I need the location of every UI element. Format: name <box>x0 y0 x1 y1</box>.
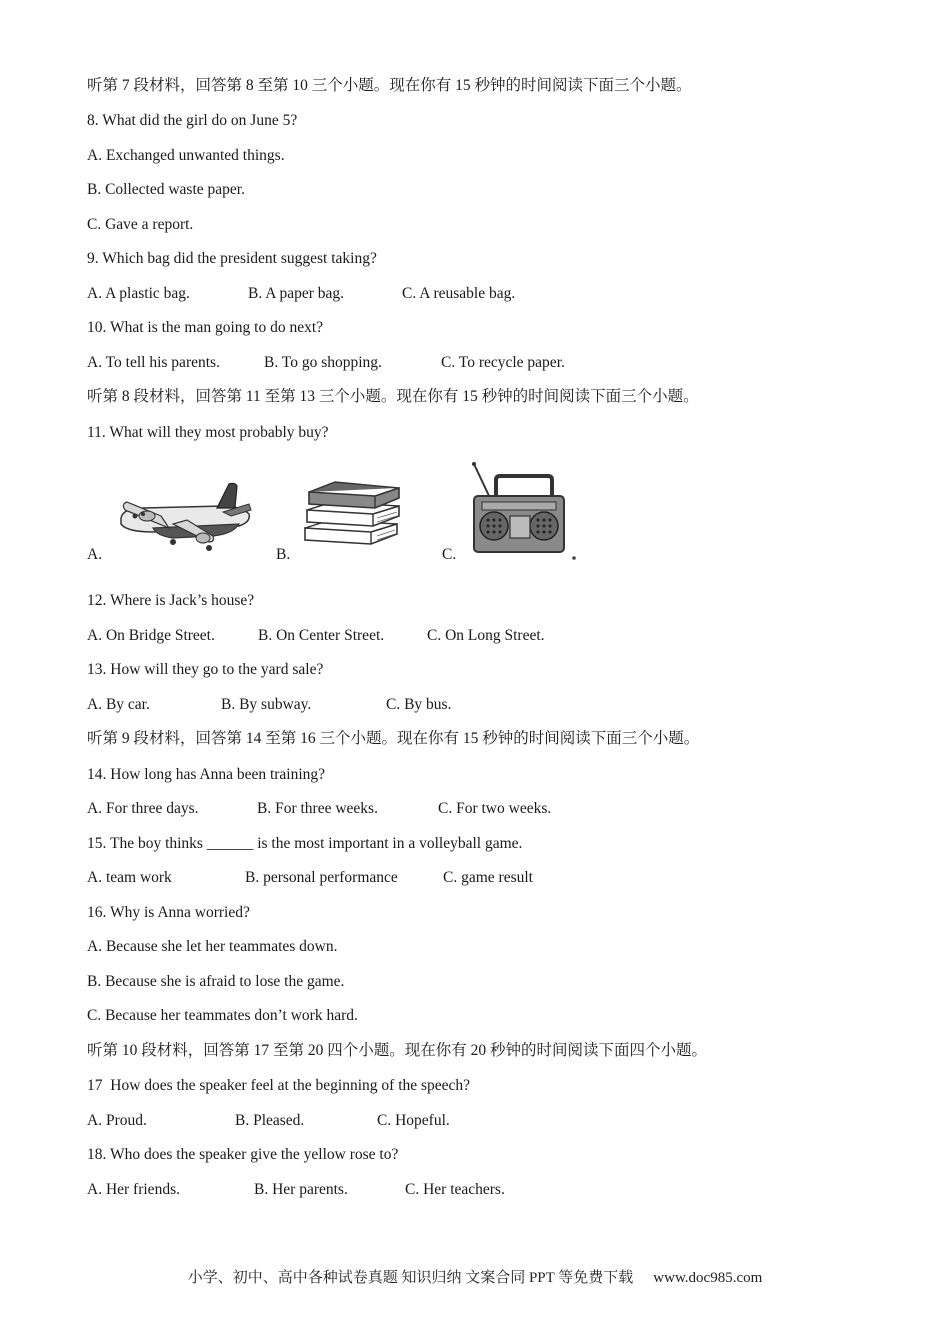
question-14-stem: 14. How long has Anna been training? <box>87 766 326 783</box>
question-10-option-c: C. To recycle paper. <box>441 354 565 371</box>
question-10-stem: 10. What is the man going to do next? <box>87 319 324 336</box>
question-15-option-b: B. personal performance <box>245 869 398 886</box>
question-14-option-b: B. For three weeks. <box>257 800 378 817</box>
radio-icon <box>468 462 580 567</box>
question-11-stem: 11. What will they most probably buy? <box>87 424 329 441</box>
question-12-option-c: C. On Long Street. <box>427 627 545 644</box>
question-18-stem: 18. Who does the speaker give the yellow rose to? <box>87 1146 399 1163</box>
section-8-instruction: 听第 8 段材料，回答第 11 至第 13 三个小题。现在你有 15 秒钟的时间阅读下面三个小题。 <box>87 388 699 405</box>
airplane-icon <box>113 478 255 557</box>
question-9-option-a: A. A plastic bag. <box>87 285 190 302</box>
question-15-stem: 15. The boy thinks ______ is the most important in a volleyball game. <box>87 835 523 852</box>
question-13-option-c: C. By bus. <box>386 696 452 713</box>
question-11-option-b: B. <box>276 546 291 563</box>
books-icon <box>301 476 403 559</box>
question-16-option-c: C. Because her teammates don’t work hard. <box>87 1007 358 1024</box>
question-14-option-c: C. For two weeks. <box>438 800 552 817</box>
question-10-option-a: A. To tell his parents. <box>87 354 220 371</box>
question-11-option-c: C. <box>442 546 457 563</box>
question-12-stem: 12. Where is Jack’s house? <box>87 592 255 609</box>
question-9-stem: 9. Which bag did the president suggest taking? <box>87 250 377 267</box>
question-9-option-c: C. A reusable bag. <box>402 285 516 302</box>
question-16-option-b: B. Because she is afraid to lose the game. <box>87 973 345 990</box>
section-10-instruction: 听第 10 段材料，回答第 17 至第 20 四个小题。现在你有 20 秒钟的时间阅读下面四个小题。 <box>87 1042 708 1059</box>
question-9-option-b: B. A paper bag. <box>248 285 344 302</box>
question-13-stem: 13. How will they go to the yard sale? <box>87 661 324 678</box>
page-footer <box>0 1268 950 1288</box>
question-13-option-b: B. By subway. <box>221 696 312 713</box>
footer-text: 小学、初中、高中各种试卷真题 知识归纳 文案合同 PPT 等免费下载 <box>187 1270 634 1286</box>
question-18-option-b: B. Her parents. <box>254 1181 348 1198</box>
question-8-option-c: C. Gave a report. <box>87 216 194 233</box>
question-8-stem: 8. What did the girl do on June 5? <box>87 112 298 129</box>
footer-url-link[interactable]: www.doc985.com <box>653 1270 763 1286</box>
question-16-stem: 16. Why is Anna worried? <box>87 904 250 921</box>
question-17-option-a: A. Proud. <box>87 1112 147 1129</box>
question-18-options <box>87 1180 505 1260</box>
question-17-option-c: C. Hopeful. <box>377 1112 450 1129</box>
question-10-option-b: B. To go shopping. <box>264 354 382 371</box>
question-8-option-b: B. Collected waste paper. <box>87 181 245 198</box>
question-14-option-a: A. For three days. <box>87 800 199 817</box>
question-11-option-a: A. <box>87 546 103 563</box>
question-15-option-a: A. team work <box>87 869 172 886</box>
question-12-option-b: B. On Center Street. <box>258 627 385 644</box>
question-18-option-a: A. Her friends. <box>87 1181 180 1198</box>
section-9-instruction: 听第 9 段材料，回答第 14 至第 16 三个小题。现在你有 15 秒钟的时间阅读下面三个小题。 <box>87 730 700 747</box>
question-16-option-a: A. Because she let her teammates down. <box>87 938 338 955</box>
question-8-option-a: A. Exchanged unwanted things. <box>87 147 285 164</box>
question-15-option-c: C. game result <box>443 869 533 886</box>
question-17-stem: 17 How does the speaker feel at the beginning of the speech? <box>87 1077 471 1094</box>
section-7-instruction: 听第 7 段材料，回答第 8 至第 10 三个小题。现在你有 15 秒钟的时间阅读下面三个小题。 <box>87 77 692 94</box>
question-18-option-c: C. Her teachers. <box>405 1181 505 1198</box>
question-17-option-b: B. Pleased. <box>235 1112 305 1129</box>
question-13-option-a: A. By car. <box>87 696 150 713</box>
question-12-option-a: A. On Bridge Street. <box>87 627 215 644</box>
